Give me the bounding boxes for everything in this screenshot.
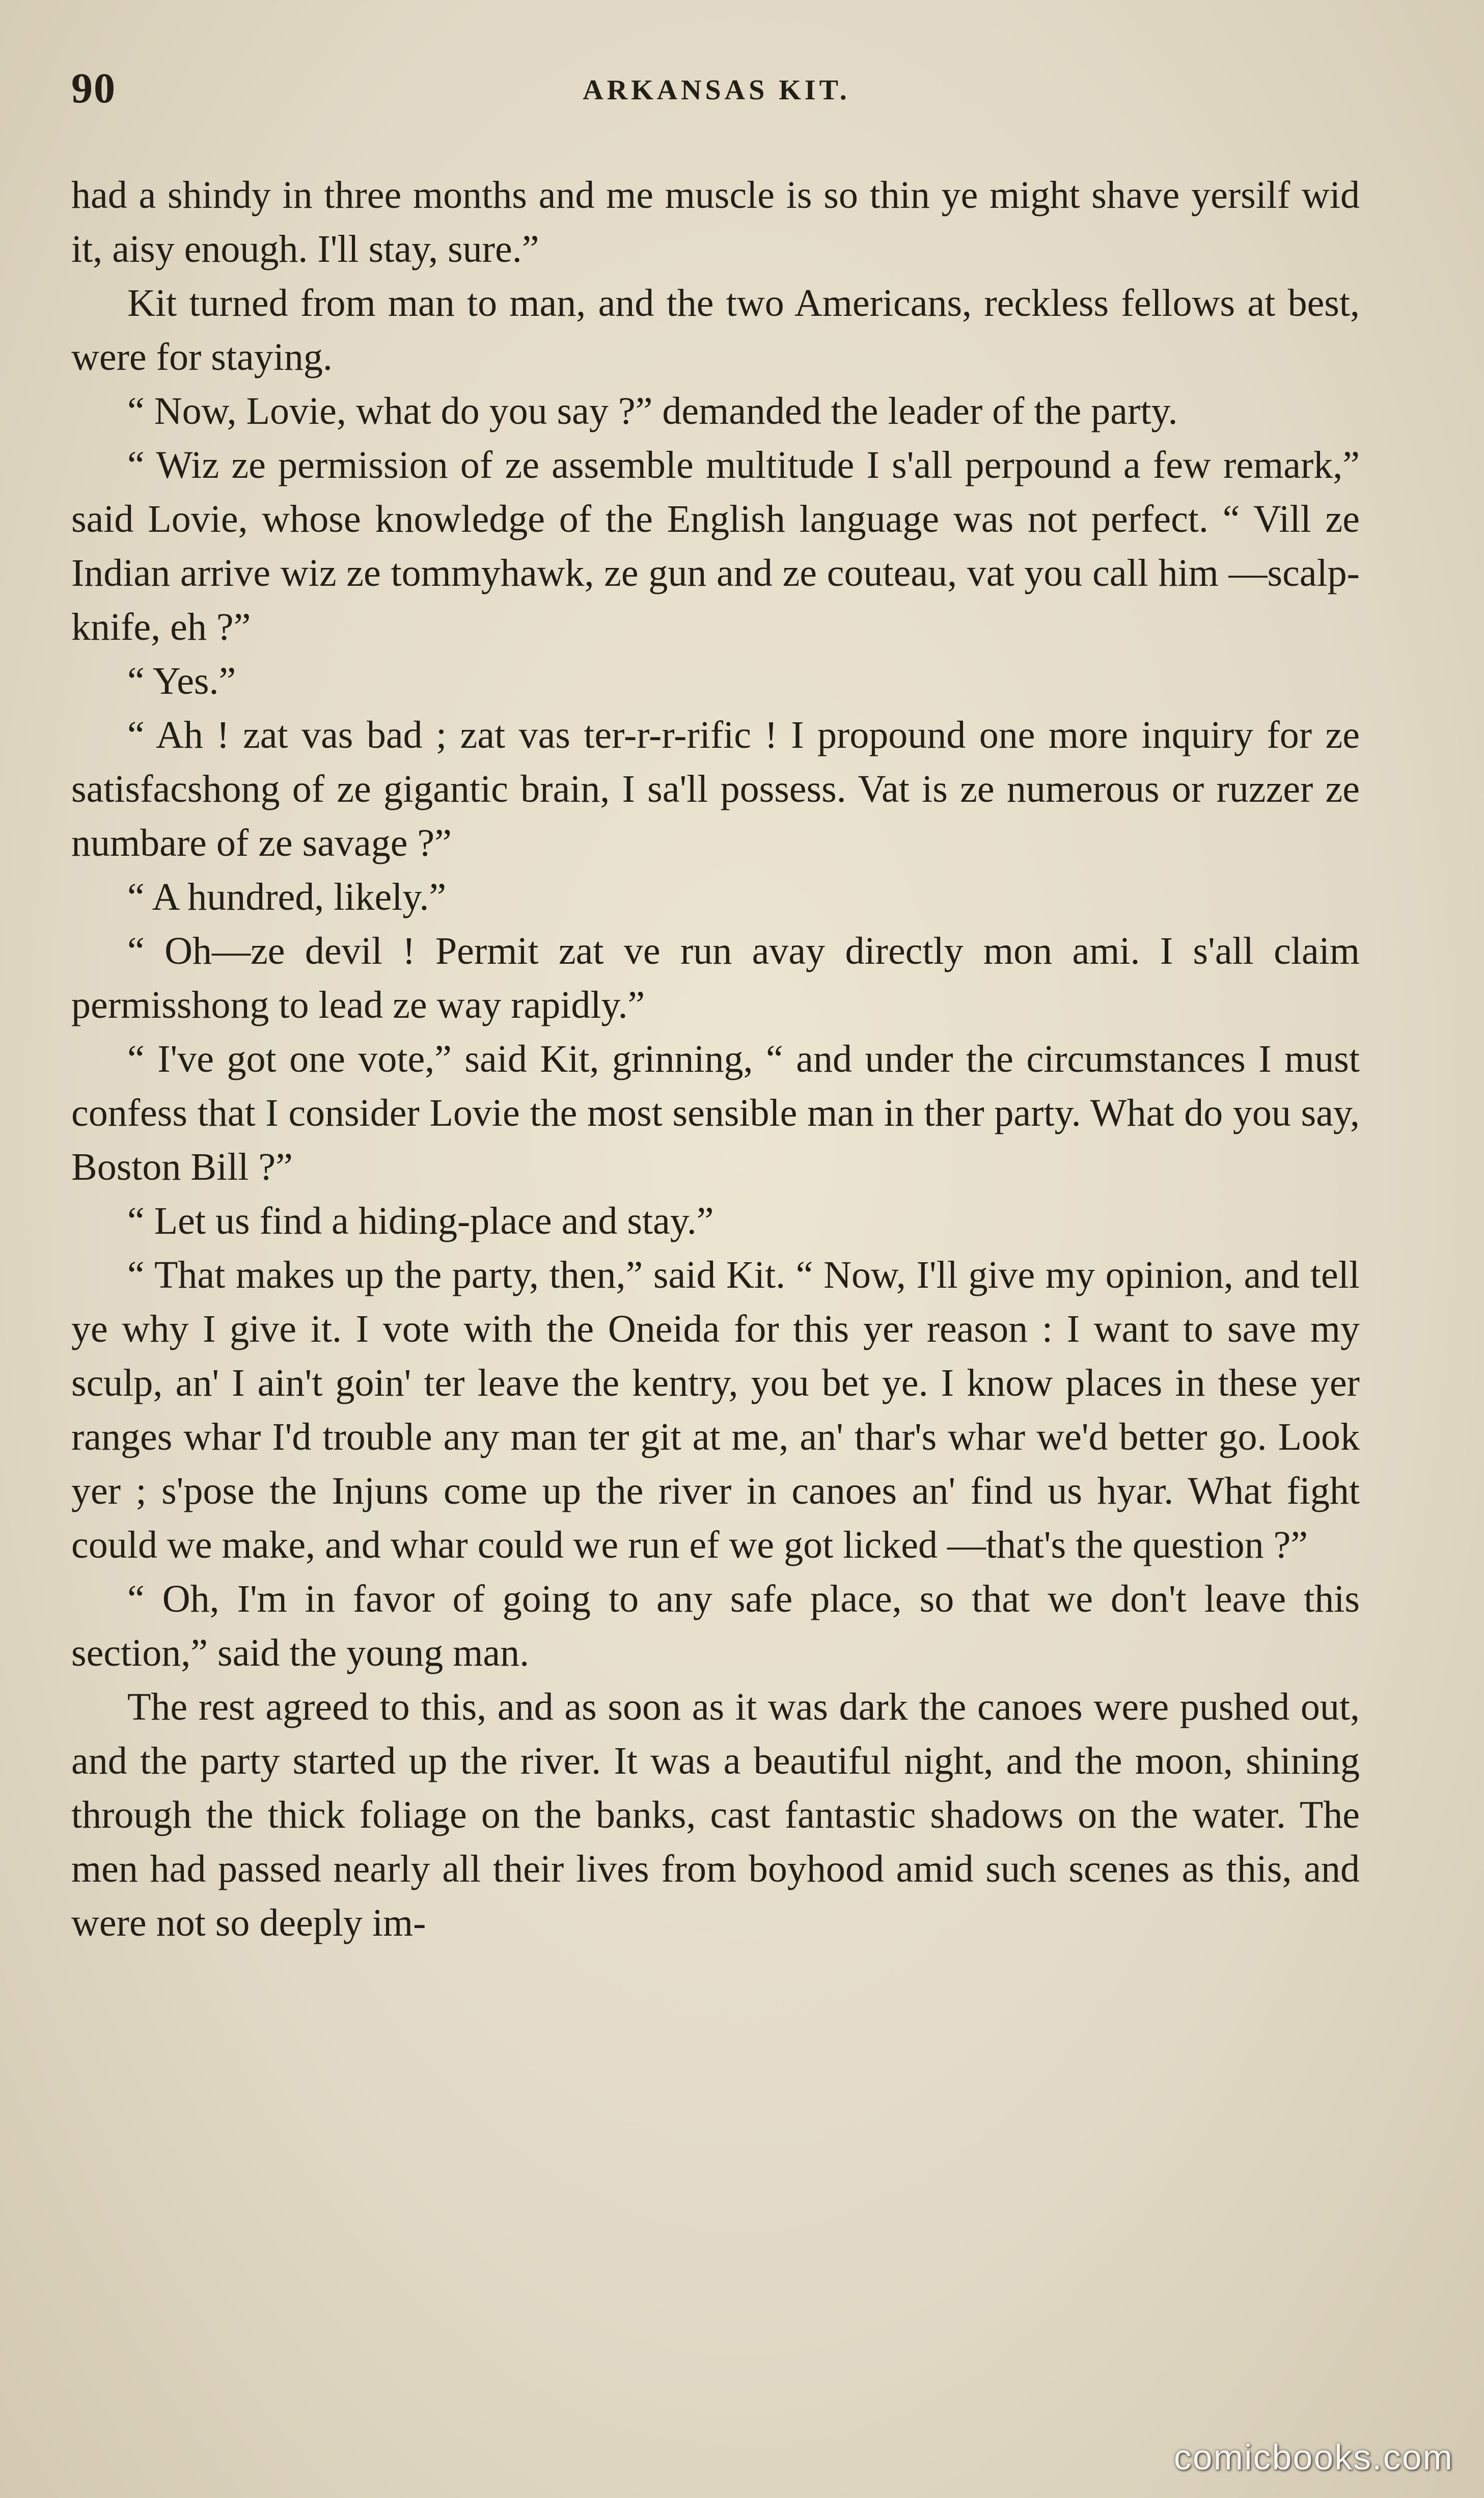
running-head: ARKANSAS KIT. (583, 74, 850, 106)
paragraph: Kit turned from man to man, and the two Americans, reckless fellows at best, were for staying. (71, 282, 1360, 378)
paragraph: “ Oh, I'm in favor of going to any safe place, so that we don't leave this section,” said the young man. (71, 1578, 1360, 1674)
paragraph: “ Let us find a hiding-place and stay.” (127, 1200, 714, 1242)
body-text (71, 168, 1360, 1950)
page-number: 90 (71, 65, 116, 112)
paragraph: “ A hundred, likely.” (127, 876, 447, 918)
paragraph: “ Oh—ze devil ! Permit zat ve run avay directly mon ami. I s'all claim permisshong to lead ze way rapidly.” (71, 930, 1360, 1026)
paragraph: had a shindy in three months and me muscle is so thin ye might shave yersilf wid it, aisy enough. I'll stay, sure.” (71, 174, 1360, 270)
paragraph: “ I've got one vote,” said Kit, grinning, “ and under the circumstances I must confess that I consider Lovie the most sensible man in ther party. What do you say, Boston Bill ?” (71, 1038, 1360, 1188)
paragraph: “ That makes up the party, then,” said Kit. “ Now, I'll give my opinion, and tell ye why I give it. I vote with the Oneida for this yer reason : I want to save my sculp, an' I ain't goin' ter leave the kentry, you bet ye. I know places in these yer ranges whar I'd trouble any man ter git at me, an' thar's whar we'd better go. Look yer ; s'pose the Injuns come up the river in canoes an' find us hyar. What fight could we make, and whar could we run ef we got licked —that's the question ?” (71, 1254, 1360, 1566)
paragraph: “ Now, Lovie, what do you say ?” demanded the leader of the party. (127, 390, 1178, 432)
paragraph: “ Yes.” (127, 660, 236, 702)
paragraph: “ Ah ! zat vas bad ; zat vas ter-r-r-rific ! I propound one more inquiry for ze satisfacshong of ze gigantic brain, I sa'll possess. Vat is ze numerous or ruzzer ze numbare of ze savage ?” (71, 714, 1360, 864)
paragraph: The rest agreed to this, and as soon as it was dark the canoes were pushed out, and the party started up the river. It was a beautiful night, and the moon, shining through the thick foliage on the banks, cast fantastic shadows on the water. The men had passed nearly all their lives from boyhood amid such scenes as this, and were not so deeply im- (71, 1686, 1360, 1944)
watermark: comicbooks.com (1173, 2437, 1453, 2477)
page-header (71, 64, 1362, 120)
paragraph: “ Wiz ze permission of ze assemble multitude I s'all perpound a few remark,” said Lovie, whose knowledge of the English language was not perfect. “ Vill ze Indian arrive wiz ze tommyhawk, ze gun and ze couteau, vat you call him —scalp-knife, eh ?” (71, 444, 1360, 648)
